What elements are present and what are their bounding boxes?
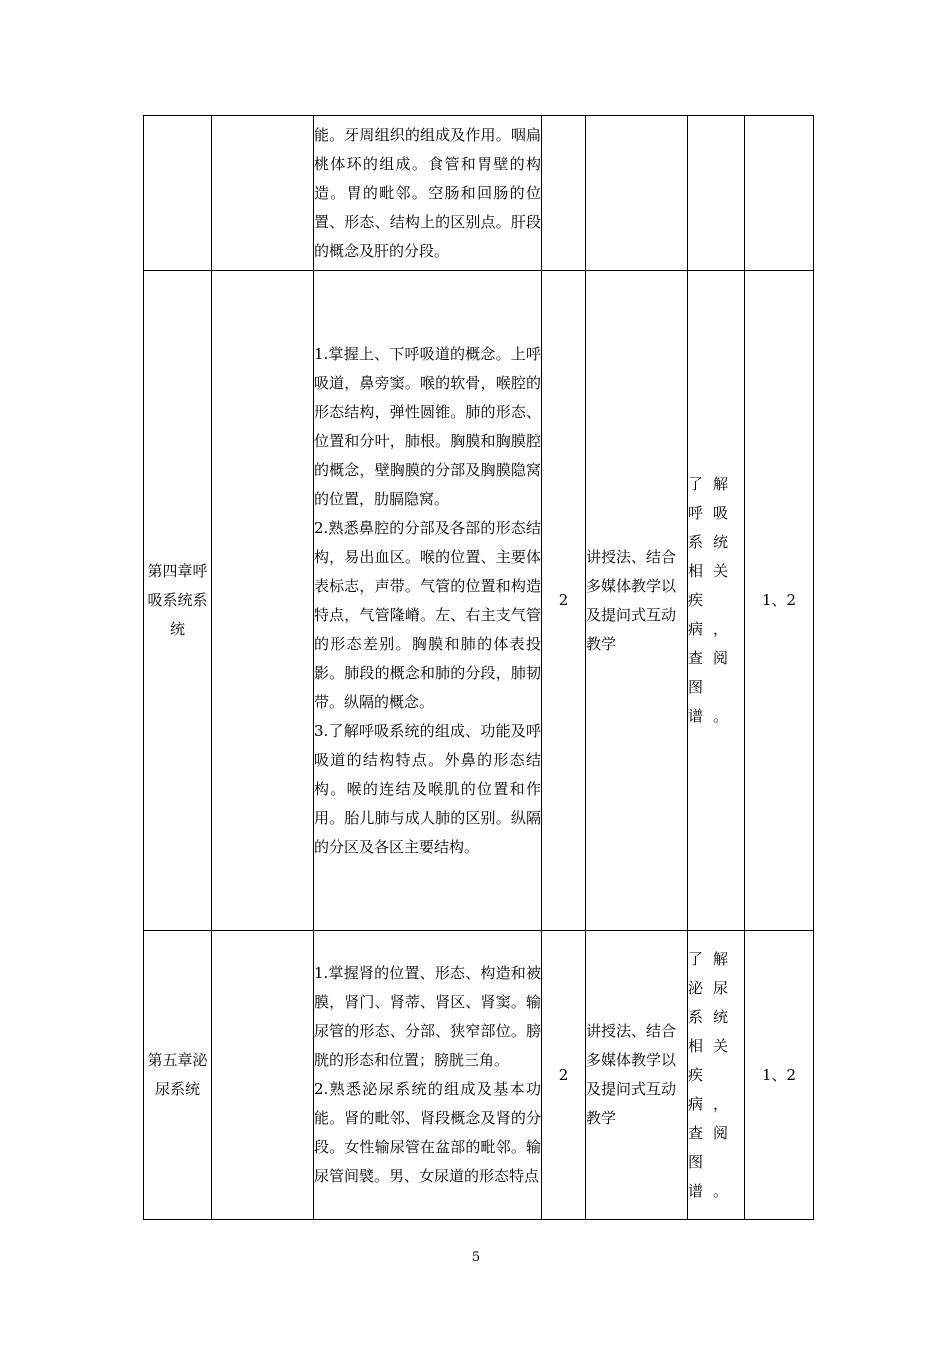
method-cell: 讲授法、结合多媒体教学以及提问式互动教学 [586,931,688,1220]
blank-cell [212,116,314,271]
table-row [144,931,814,1220]
content-cell [314,931,542,1220]
practice-cell [688,116,745,271]
practice-cell: 了解呼吸系统相关疾病，查阅图谱。 [688,271,745,931]
page-number: 5 [471,1250,481,1265]
content-paragraph: 3.了解呼吸系统的组成、功能及呼吸道的结构特点。外鼻的形态结构。喉的连结及喉肌的位置和作用。胎儿肺与成人肺的区别。纵隔的分区及各区主要结构。 [314,721,541,856]
syllabus-table [143,115,814,1220]
content-cell [314,116,542,271]
blank-cell [212,931,314,1220]
chapter-cell [144,116,212,271]
practice-cell: 了解泌尿系统相关疾病，查阅图谱。 [688,931,745,1220]
hours-cell: 2 [542,271,586,931]
hours-cell [542,116,586,271]
method-cell [586,116,688,271]
content-paragraph: 1.掌握肾的位置、形态、构造和被膜，肾门、肾蒂、肾区、肾窦。输尿管的形态、分部、狭窄部位。膀胱的形态和位置；膀胱三角。 [314,964,541,1069]
reference-cell: 1、2 [745,271,814,931]
reference-cell [745,116,814,271]
content-paragraph: 2.熟悉鼻腔的分部及各部的形态结构，易出血区。喉的位置、主要体表标志，声带。气管的位置和构造特点，气管隆嵴。左、右主支气管的形态差别。胸膜和肺的体表投影。肺段的概念和肺的分段，肺韧带。纵隔的概念。 [314,518,541,711]
table-row [144,271,814,931]
content-paragraph: 1.掌握上、下呼吸道的概念。上呼吸道，鼻旁窦。喉的软骨，喉腔的形态结构，弹性圆锥。肺的形态、位置和分叶，肺根。胸膜和胸膜腔的概念，壁胸膜的分部及胸膜隐窝的位置，肋膈隐窝。 [314,344,541,508]
table-row [144,116,814,271]
content-cell [314,271,542,931]
blank-cell [212,271,314,931]
method-cell: 讲授法、结合多媒体教学以及提问式互动教学 [586,271,688,931]
content-paragraph: 2.熟悉泌尿系统的组成及基本功能。肾的毗邻、肾段概念及肾的分段。女性输尿管在盆部的毗邻。输尿管间襞。男、女尿道的形态特点 [314,1080,541,1185]
content-paragraph: 能。牙周组织的组成及作用。咽扁桃体环的组成。食管和胃壁的构造。胃的毗邻。空肠和回肠的位置、形态、结构上的区别点。肝段的概念及肝的分段。 [314,125,541,260]
reference-cell: 1、2 [745,931,814,1220]
chapter-cell: 第四章呼吸系统系统 [144,271,212,931]
hours-cell: 2 [542,931,586,1220]
chapter-cell: 第五章泌尿系统 [144,931,212,1220]
